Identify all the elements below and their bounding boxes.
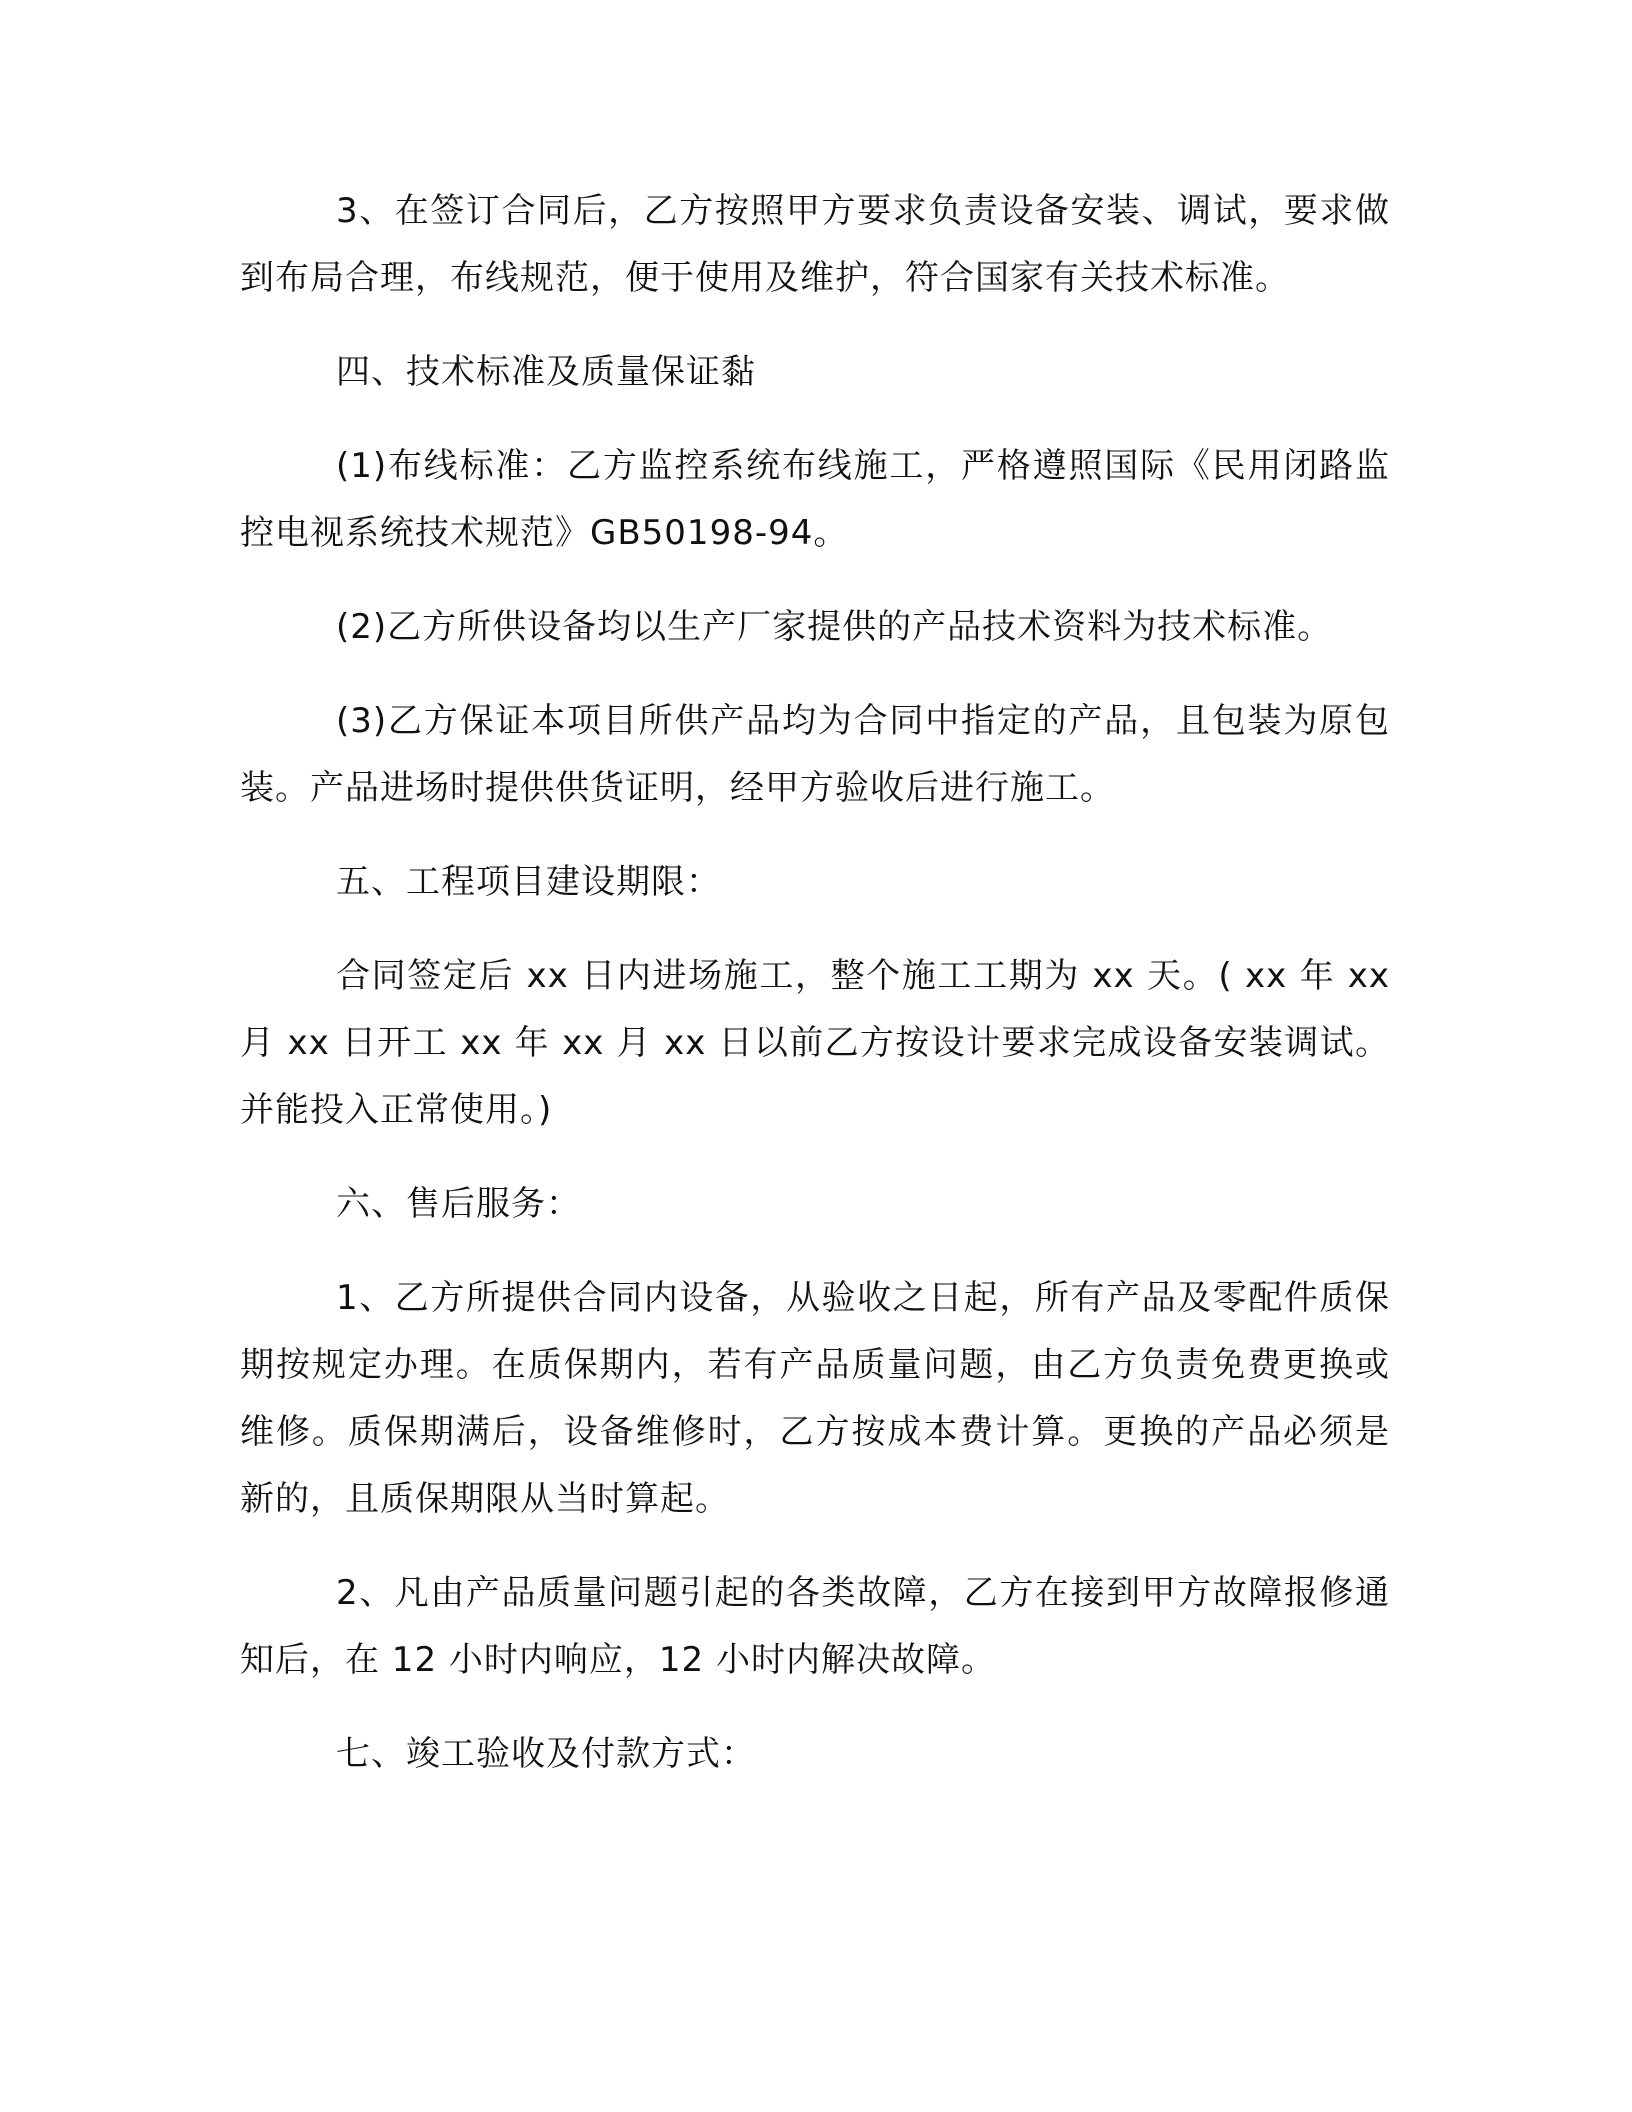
section-4-heading: 四、技术标准及质量保证黏 — [336, 352, 756, 392]
section-6-heading: 六、售后服务： — [336, 1184, 581, 1224]
document-page — [240, 178, 1390, 1815]
clause-construction-period: 合同签定后 xx 日内进场施工，整个施工工期为 xx 天。( xx 年 xx 月 xx 日开工 xx 年 xx 月 xx 日以前乙方按设计要求完成设备安装调试。并能投入正常使用。) — [240, 956, 1390, 1130]
clause-equipment-standard: (2)乙方所供设备均以生产厂家提供的产品技术资料为技术标准。 — [336, 607, 1333, 647]
clause-3-installation: 3、在签订合同后，乙方按照甲方要求负责设备安装、调试，要求做到布局合理，布线规范，便于使用及维护，符合国家有关技术标准。 — [240, 191, 1390, 298]
clause-wiring-standard: (1)布线标准：乙方监控系统布线施工，严格遵照国际《民用闭路监控电视系统技术规范》GB50198-94。 — [240, 446, 1390, 553]
section-5-heading: 五、工程项目建设期限： — [336, 862, 721, 902]
clause-product-guarantee: (3)乙方保证本项目所供产品均为合同中指定的产品，且包装为原包装。产品进场时提供供货证明，经甲方验收后进行施工。 — [240, 701, 1390, 808]
section-7-heading: 七、竣工验收及付款方式： — [336, 1734, 756, 1774]
clause-warranty: 1、乙方所提供合同内设备，从验收之日起，所有产品及零配件质保期按规定办理。在质保期内，若有产品质量问题，由乙方负责免费更换或维修。质保期满后，设备维修时，乙方按成本费计算。更换的产品必须是新的，且质保期限从当时算起。 — [240, 1278, 1390, 1519]
clause-fault-response: 2、凡由产品质量问题引起的各类故障，乙方在接到甲方故障报修通知后，在 12 小时内响应，12 小时内解决故障。 — [240, 1573, 1390, 1680]
